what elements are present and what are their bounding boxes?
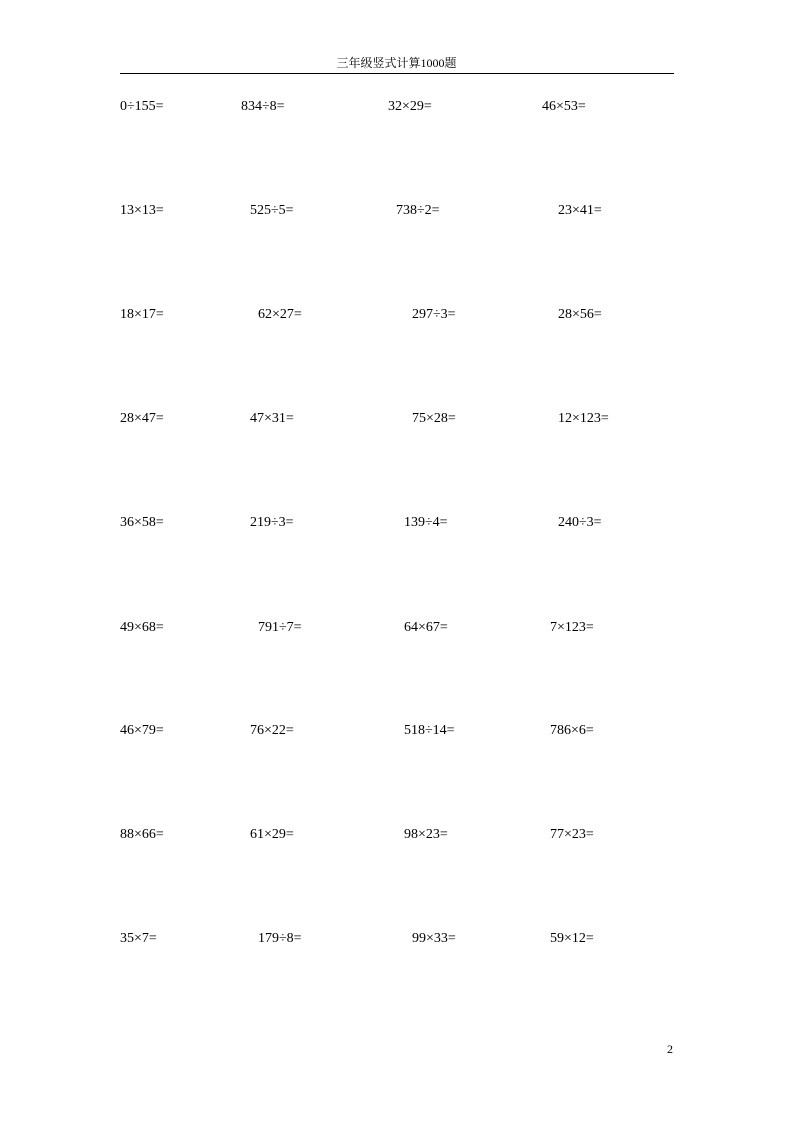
problem-8-3: 98×23= (404, 827, 448, 842)
problem-7-1: 46×79= (120, 723, 164, 738)
problem-6-1: 49×68= (120, 620, 164, 635)
problem-6-2: 791÷7= (258, 620, 302, 635)
problem-4-4: 12×123= (558, 411, 609, 426)
problem-3-2: 62×27= (258, 307, 302, 322)
problem-row-6 (0, 619, 793, 639)
problem-7-3: 518÷14= (404, 723, 455, 738)
problem-row-4 (0, 410, 793, 430)
problem-6-3: 64×67= (404, 620, 448, 635)
problem-row-9 (0, 930, 793, 950)
problem-9-3: 99×33= (412, 931, 456, 946)
problem-9-1: 35×7= (120, 931, 157, 946)
problem-row-1 (0, 98, 793, 118)
problem-4-2: 47×31= (250, 411, 294, 426)
problem-2-3: 738÷2= (396, 203, 440, 218)
problem-4-3: 75×28= (412, 411, 456, 426)
problem-7-2: 76×22= (250, 723, 294, 738)
problem-9-2: 179÷8= (258, 931, 302, 946)
problem-2-1: 13×13= (120, 203, 164, 218)
problem-2-4: 23×41= (558, 203, 602, 218)
problem-row-2 (0, 202, 793, 222)
problem-1-3: 32×29= (388, 99, 432, 114)
problem-5-3: 139÷4= (404, 515, 448, 530)
problem-5-1: 36×58= (120, 515, 164, 530)
header-divider (120, 73, 674, 74)
page-number: 2 (667, 1042, 673, 1056)
problem-6-4: 7×123= (550, 620, 594, 635)
problem-8-2: 61×29= (250, 827, 294, 842)
problem-1-2: 834÷8= (241, 99, 285, 114)
problem-5-2: 219÷3= (250, 515, 294, 530)
problem-row-7 (0, 722, 793, 742)
problem-4-1: 28×47= (120, 411, 164, 426)
problem-1-4: 46×53= (542, 99, 586, 114)
problem-3-1: 18×17= (120, 307, 164, 322)
problem-row-5 (0, 514, 793, 534)
problem-8-1: 88×66= (120, 827, 164, 842)
problem-3-3: 297÷3= (412, 307, 456, 322)
problem-5-4: 240÷3= (558, 515, 602, 530)
problem-3-4: 28×56= (558, 307, 602, 322)
problem-row-8 (0, 826, 793, 846)
problem-8-4: 77×23= (550, 827, 594, 842)
problem-row-3 (0, 306, 793, 326)
problem-1-1: 0÷155= (120, 99, 164, 114)
problem-9-4: 59×12= (550, 931, 594, 946)
problem-7-4: 786×6= (550, 723, 594, 738)
page-header-title: 三年级竖式计算1000题 (336, 56, 457, 70)
problem-2-2: 525÷5= (250, 203, 294, 218)
